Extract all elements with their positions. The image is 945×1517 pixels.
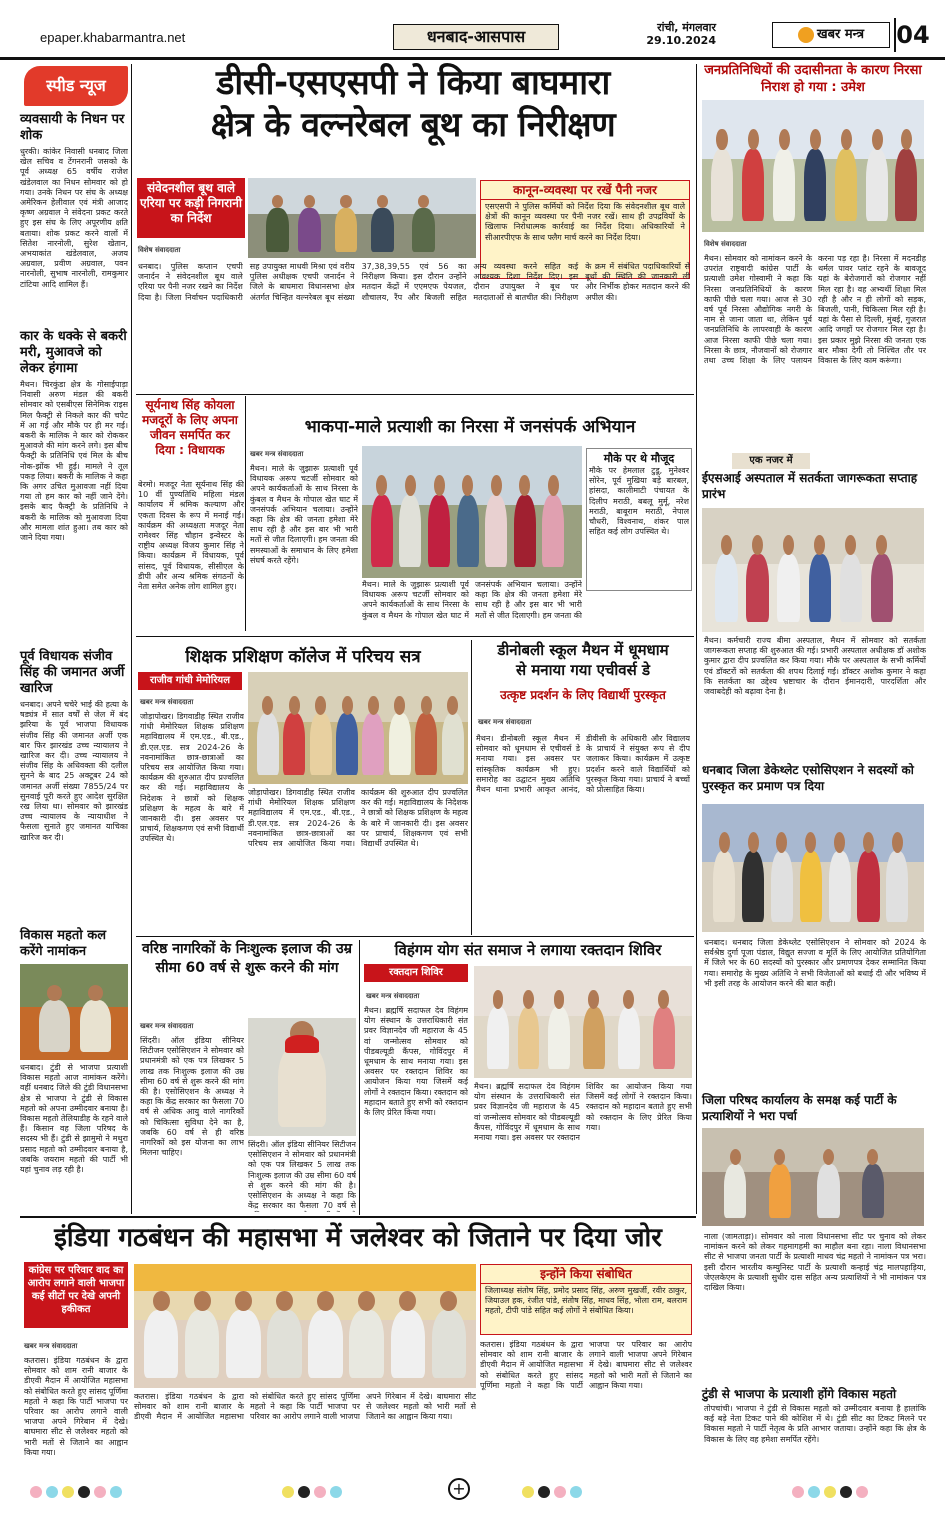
section-rule [136,636,694,637]
surya-headline: सूर्यनाथ सिंह कोयला मजदूरों के लिए अपना जीवन समर्पित कर दिया : विधायक [142,398,238,457]
photo-senior-citizen [248,1018,356,1136]
column-rule [359,940,360,1215]
india-subhead: इन्होंने किया संबोधित [481,1265,691,1284]
vihangam-headline: विहंगम योग संत समाज ने लगाया रक्तदान शिविर [394,941,662,959]
vihangam-byline: खबर मन्त्र संवाददाता [366,992,420,1000]
rally-banner [134,1264,476,1291]
bhakpa-side-title: मौके पर थे मौजूद [603,452,675,465]
color-registration-mid-left [280,1483,344,1503]
photo-campaign [362,446,582,578]
speed-item-body: धुरकी। कांकेर निवासी धनबाद जिला खेल सचिव व टेंगनरानी जसको के पूर्व अध्यक्ष 65 वर्षीय राजेश खंडेलवाल का निधन सोमवार को हो गया। उनके निधन पर संघ के अध्यक्ष अमेरिकन हेलीवाल एवं मंत्री आजाद कृष्ण अग्रवाल ने संवेदना प्रकट करते हुए इस संघ के लिए अपूरणीय क्षति बताया। शोक प्रकट करने वालों में सितेश नारनोली, सुरेश खेतान, अभयाकांत खंडेलवाल, अजय अग्रवाल, प्रवीण अग्रवाल, पवन नारनोली, सुभाष नारनोली, रामकुमार टांटिया आदि शामिल हैं। [20,147,128,289]
tundi-headline: टुंडी से भाजपा के प्रत्याशी होंगे विकास महतो [702,1387,897,1401]
bhakpa-headline: भाकपा-माले प्रत्याशी का निरसा में जनसंपर्क अभियान [304,417,636,437]
varishth-body: सिंदरी। ऑल इंडिया सीनियर सिटीजन एसोसिएशन ने सोमवार को प्रधानमंत्री को एक पत्र लिखकर 5 लाख तक निःशुल्क इलाज की उम्र सीमा 60 वर्ष से शुरू करने की मांग की है। एसोसिएशन के अध्यक्ष ने कहा कि केंद्र सरकार का फैसला 70 वर्ष से अधिक आयु वाले नागरिकों को चिकित्सा सुविधा देने का है, जबकि 60 वर्ष से ही वरिष्ठ नागरिकों को इस योजना का लाभ मिलना चाहिए। [140,1036,244,1158]
lead-kicker: संवेदनशील बूथ वाले एरिया पर कड़ी निगरानी का निर्देश [137,178,245,238]
registration-mark-icon: + [448,1478,470,1500]
turban-shape [285,1035,320,1054]
dinobali-headline-line: डीनोबली स्कूल मैथन में धूमधाम [497,641,669,659]
janpratinidhi-byline: विशेष संवाददाता [704,240,747,248]
masthead [0,0,945,60]
bhakpa-byline: खबर मन्त्र संवाददाता [250,450,304,458]
dinobali-byline: खबर मन्त्र संवाददाता [478,718,532,726]
ek-nazar-label [702,448,924,464]
photo-college-session [248,672,468,784]
bhakpa-body: मैथन। माले के जुझारू प्रत्याशी पूर्व विधायक अरूप चटर्जी सोमवार को अपने कार्यकर्ताओं के साथ निरसा के कुंबल व मैथन के गोपाल खेत घाट में जनसंपर्क अभियान चलाया। उन्होंने कहा कि क्षेत्र की जनता हमेशा मेरे साथ रही है और इस बार भी भारी मतों से जीत दिलाएगी। हम जनता की समस्याओं के समाधान के लिए हमेशा संघर्ष करते रहेंगे। [250,464,358,565]
column-rule [696,64,697,1214]
speed-item-body: धनबाद। अपने चचेरे भाई की हत्या के षड्यंत्र में सात वर्षों से जेल में बंद झरिया के पूर्व भाजपा विधायक संजीव सिंह की जमानत अर्जी एक बार फिर झारखंड उच्च न्यायालय ने खारिज कर दी। उच्च न्यायालय ने संजीव सिंह के अधिवक्ता की दलील सुनने के बाद 25 अक्टूबर 24 को जमानत अर्जी संख्या 7855/24 पर सुनवाई पूरी करते हुए आदेश सुरक्षित रख लिया था। सोमवार को झारखंड उच्च न्यायालय के न्यायाधीश ने फैसला सुनाते हुए जमानत याचिका खारिज कर दी। [20,700,128,842]
india-body-continued: कतरास। इंडिया गठबंधन के द्वारा सोमवार को शाम रानी बाजार के डीएवी मैदान में आयोजित महासभा को संबोधित करते हुए सांसद पूर्णिमा महतो ने कहा कि पार्टी भाजपा पर परिवार का आरोप लगाने वाली भाजपा अपने गिरेबान में देखे। बाघमारा सीट से जलेश्वर महतो को भारी मतों से जिताने का आह्वान किया गया। [134,1392,476,1422]
vihangam-kicker: रक्तदान शिविर [364,964,468,982]
section-rule [136,936,694,937]
photo-nomination-office [702,1128,924,1226]
speed-item-body: धनबाद। टुंडी से भाजपा प्रत्याशी विकास महतो आज नामांकन करेंगे। वहीं धनबाद जिले की टुंडी विधानसभा क्षेत्र से भाजपा ने टुंडी से विकास महतो को अपना उम्मीदवार बनाया है। विकास महतो तेलियाडीह के रहने वाले हैं। किसान वह जिला परिषद के सदस्य भी हैं। टुंडी से झामुमो ने मथुरा प्रसाद महतो को उम्मीदवार बनाया है, जबकि जयराम महतो की पार्टी भी यहां चुनाव लड़ रही है। [20,1063,128,1175]
india-kicker: कांग्रेस पर परिवार वाद का आरोप लगाने वाली भाजपा कई सीटों पर देखे अपनी हकीकत [24,1262,128,1328]
bhakpa-side [586,448,692,591]
lead-body: धनबाद। पुलिस कप्तान एचपी जनार्दन ने संवेदनशील बूथ वाले एरिया पर पैनी नजर रखने का निर्देश दिया है। जिला निर्वाचन पदाधिकारी सह उपायुक्त माधवी मिश्रा एवं वरीय पुलिस अधीक्षक एचपी जनार्दन ने जिले के बाघमारा विधानसभा क्षेत्र अंतर्गत चिन्हित वल्नरेबल बूथ संख्या 37,38,39,55 एवं 56 का निरीक्षण किया। इस दौरान उन्होंने मतदान केंद्रों में एएमएफ पेयजल, शौचालय, रैंप और बिजली सहित अन्य व्यवस्था करने सहित कई आवश्यक दिशा निर्देश दिए। इस दौरान उपायुक्त ने बूथ पर मतदाताओं से बातचीत की। निरीक्षण के क्रम में संबंधित पदाधिकारियों से बूथों की स्थिति की जानकारी ली और निर्भीक होकर मतदान करने की अपील की। [138,262,690,302]
decathlon-headline: धनबाद जिला डेकेथ्लेट एसोसिएशन ने सदस्यों को पुरस्कृत कर प्रमाण पत्र दिया [702,763,914,793]
photo-rally [134,1264,476,1388]
dinobali-subhead: उत्कृष्ट प्रदर्शन के लिए विद्यार्थी पुरस्कृत [500,688,666,702]
brand-name: खबर मन्त्र [816,27,865,42]
vihangam-body: मैथन। ब्रह्मर्षि सदाफल देव विहंगम योग संस्थान के उत्तराधिकारी संत प्रवर विज्ञानदेव जी महाराज के 45 वां जन्मोत्सव सोमवार को पीडबल्यूडी कैंपस, गोविंदपुर में धूमधाम के साथ मनाया गया। इस अवसर पर रक्तदान शिविर का आयोजन किया गया जिसमें कई लोगों ने रक्तदान किया। रक्तदान को महादान बताते हुए सभी को रक्तदान के लिए प्रेरित किया गया। [364,1006,468,1118]
india-headline: इंडिया गठबंधन की महासभा में जलेश्वर को जिताने पर दिया जोर [54,1223,662,1253]
shikshak-kicker: राजीव गांधी मेमोरियल [138,672,242,690]
column-rule [471,640,472,935]
color-registration-right [790,1483,870,1503]
speed-news-logo: स्पीड न्यूज [24,66,128,106]
tundi-body: तोपचांची। भाजपा ने टुंडी से विकास महतो को उम्मीदवार बनाया है हालांकि कई बड़े नेता टिकट पाने की कोशिश में थे। टुंडी सीट का टिकट मिलने पर विकास महतो ने पार्टी नेतृत्व के प्रति आभार जताया। उन्होंने कहा कि क्षेत्र के विकास के लिए वह हमेशा समर्पित रहेंगे। [704,1404,926,1444]
shikshak-headline: शिक्षक प्रशिक्षण कॉलेज में परिचय सत्र [185,647,421,667]
lead-headline-line: डीसी-एसएसपी ने किया बाघमारा [216,63,610,103]
page-number: 04 [894,18,930,52]
zila-headline: जिला परिषद कार्यालय के समक्ष कई पार्टी के प्रत्याशियों ने भरा पर्चा [702,1093,897,1123]
varishth-body-continued: सिंदरी। ऑल इंडिया सीनियर सिटीजन एसोसिएशन ने सोमवार को प्रधानमंत्री को एक पत्र लिखकर 5 लाख तक निःशुल्क इलाज की उम्र सीमा 60 वर्ष से शुरू करने की मांग की है। एसोसिएशन के अध्यक्ष ने कहा कि केंद्र सरकार का फैसला 70 वर्ष से [248,1140,356,1211]
surya-body: बेरमो। मजदूर नेता सूर्यनाथ सिंह की 10 वीं पुण्यतिथि महिला मंडल कार्यालय में श्रमिक कल्याण और एकता दिवस के रूप में मनाई गई। कार्यक्रम की अध्यक्षता मजदूर नेता रामेश्वर सिंह चौहान इन्वेस्टर के राष्ट्रीय अध्यक्ष विजय कुमार सिंह ने किया। कार्यक्रम में विधायक, पूर्व सांसद, पूर्व विधायक, सीसीएल के डीपी और अन्य श्रमिक संगठनों के नेता समेत अनेक लोग शामिल हुए। [138,480,244,592]
india-box [480,1264,692,1335]
shikshak-body-continued: जोड़ापोखर। डिगवाडीह स्थित राजीव गांधी मेमोरियल शिक्षक प्रशिक्षण महाविद्यालय में एम.एड., बी.एड., डी.एल.एड. सत्र 2024-26 के नवनामांकित छात्र-छात्राओं का परिचय सत्र आयोजित किया गया। कार्यक्रम की शुरुआत दीप प्रज्वलित कर की गई। महाविद्यालय के निदेशक ने छात्रों को शिक्षक प्रशिक्षण के महत्व के बारे में जानकारी दी। इस अवसर पर प्राचार्य, शिक्षकगण एवं सभी विद्यार्थी उपस्थित थे। [248,788,468,849]
ek-nazar-tag: एक नजर में [732,453,810,469]
janpratinidhi-body: मैथन। सोमवार को नामांकन करने के उपरांत राष्ट्रवादी कांग्रेस पार्टी के प्रत्याशी उमेश गोस्वामी ने कहा कि निरसा जनप्रतिनिधियों के कारण काफी पीछे चला गया। आज से 30 वर्ष पूर्व निरसा औद्योगिक नगरी के नाम से जाना जाता था, लेकिन पूर्व जनप्रतिनिधि के लापरवाही के कारण आज निरसा काफी पीछे चला गया। निरसा के छात्र, नौजवानों को रोजगार तथा उच्च शिक्षा के लिए पलायन करना पड़ रहा है। निरसा में मदनडीह थर्मल पावर प्लांट रहने के बावजूद यहां के बेरोजगारों को रोजगार नहीं मिल रहा है। वह अभ्यर्थी शिक्षा मिल रही है और न ही लोगों को सड़क, बिजली, पानी, चिकित्सा मिल रही है। यहां के पैसा से दिल्ली, मुंबई, गुजरात आदि जगहों पर रोजगार मिल रहा है। इस प्रकार मुझे निरसा की जनता एक बार मौका देगी तो निश्चित तौर पर विकास के लिए काम करूंगा। [704,254,926,366]
photo-nomination [702,100,924,232]
varishth-byline: खबर मन्त्र संवाददाता [140,1022,194,1030]
bhakpa-body-continued: मैथन। माले के जुझारू प्रत्याशी पूर्व विधायक अरूप चटर्जी सोमवार को अपने कार्यकर्ताओं के साथ निरसा के कुंबल व मैथन के गोपाल खेत घाट में जनसंपर्क अभियान चलाया। उन्होंने कहा कि क्षेत्र की जनता हमेशा मेरे साथ रही है और इस बार भी भारी मतों से जीत दिलाएगी। हम जनता की [362,580,582,620]
shikshak-byline: खबर मन्त्र संवाददाता [140,698,194,706]
esic-body: मैथन। कर्मचारी राज्य बीमा अस्पताल, मैथन में सोमवार को सतर्कता जागरूकता सप्ताह की शुरुआत की गई। प्रभारी अस्पताल अधीक्षक डॉ अशोक कुमार द्वारा दीप प्रज्वलित कर किया गया। मौके पर अस्पताल के सभी कर्मियों एवं डॉक्टरों को सतर्कता की शपथ दिलाई गई। डॉक्टर अशोक कुमार ने कहा कि सतर्कता का उद्देश्य भ्रष्टाचार के दौरान ईमानदारी, पारदर्शिता और जवाबदेही को बढ़ावा देना है। [704,636,926,697]
section-rule [136,394,694,395]
speed-item-title: पूर्व विधायक संजीव सिंह की जमानत अर्जी खारिज [20,649,125,696]
india-box-text: जिलाध्यक्ष संतोष सिंह, प्रमोद प्रसाद सिंह, अरुण मुखर्जी, रवीर ठाकुर, जियाउल हक, रंजीत पांडे, संतोष सिंह, माधव सिंह, भोला राम, बलराम महतो, टीपी पांडे सहित कई लोगों ने संबोधित किया। [485,1286,687,1316]
photo-blood-donation [474,966,692,1078]
photo-booth-inspection [248,178,476,258]
lead-box-text: एसएसपी ने पुलिस कर्मियों को निर्देश दिया कि संवेदनशील बूथ वाले क्षेत्रों की कानून व्यवस्था पर पैनी नजर रखें। साथ ही उपद्रवियों के खिलाफ निरोधात्मक कार्रवाई का निर्देश दिया। अधिकारियों ने सीआरपीएफ के साथ फ्लैग मार्च करने का निर्देश दिया। [485,202,685,242]
speed-item-title: कार के धक्के से बकरी मरी, मुआवजे को लेकर हंगामा [20,329,127,376]
decathlon-body: धनबाद। धनबाद जिला डेकेथ्लेट एसोसिएशन ने सोमवार को 2024 के सर्वश्रेष्ठ दुर्गा पूजा पंडाल, विद्युत सज्जा व मूर्ति के लिए आयोजित प्रतियोगिता में जिले भर के 60 सदस्यों को पुरस्कार और प्रमाणपत्र देकर सम्मानित किया गया। समारोह के मुख्य अतिथि ने सभी विजेताओं को बधाई दी और भविष्य में भी इसी तरह के आयोजन करने की बात कही। [704,938,926,988]
lead-headline-line: क्षेत्र के वल्नरेबल बूथ का निरीक्षण [210,105,616,145]
section-rule [20,1216,696,1218]
india-body-right: कतरास। इंडिया गठबंधन के द्वारा सोमवार को शाम रानी बाजार के डीएवी मैदान में आयोजित महासभा को संबोधित करते हुए सांसद पूर्णिमा महतो ने कहा कि पार्टी भाजपा पर परिवार का आरोप लगाने वाली भाजपा अपने गिरेबान में देखे। बाघमारा सीट से जलेश्वर महतो को भारी मतों से जिताने का आह्वान किया गया। [480,1340,692,1390]
column-rule [131,64,132,1214]
photo-award-ceremony [702,804,924,932]
brand-logo [772,22,890,48]
esic-headline: ईएसआई अस्पताल में सतर्कता जागरूकता सप्ताह प्रारंभ [702,471,918,501]
speed-item-title: विकास महतो कल करेंगे नामांकन [20,928,107,959]
site-url[interactable]: epaper.khabarmantra.net [40,30,186,45]
dinobali-body: मैथन। डीनोबली स्कूल मैथन में सोमवार को धूमधाम से एचीवर्स डे मनाया गया। इस अवसर पर सांस्कृतिक कार्यक्रम भी हुए। समारोह का उद्घाटन मुख्य अतिथि मैथन थाना प्रभारी आकृत आनंद, डीवीसी के अधिकारी और विद्यालय के प्राचार्य ने संयुक्त रूप से दीप जलाकर किया। कार्यक्रम में उत्कृष्ट प्रदर्शन करने वाले विद्यार्थियों को पुरस्कृत किया गया। प्राचार्य ने बच्चों को प्रोत्साहित किया। [476,734,690,795]
color-registration-left [28,1483,124,1503]
vihangam-body-continued: मैथन। ब्रह्मर्षि सदाफल देव विहंगम योग संस्थान के उत्तराधिकारी संत प्रवर विज्ञानदेव जी महाराज के 45 वां जन्मोत्सव सोमवार को पीडबल्यूडी कैंपस, गोविंदपुर में धूमधाम के साथ मनाया गया। इस अवसर पर रक्तदान शिविर का आयोजन किया गया जिसमें कई लोगों ने रक्तदान किया। रक्तदान को महादान बताते हुए सभी को रक्तदान के लिए प्रेरित किया गया। [474,1082,692,1143]
speed-news-column [20,112,128,1255]
brand-icon [798,27,814,43]
lead-byline: विशेष संवाददाता [138,246,181,254]
lead-headline [136,62,690,146]
photo-vikas-mahto [20,964,128,1060]
shikshak-body: जोड़ापोखर। डिगवाडीह स्थित राजीव गांधी मेमोरियल शिक्षक प्रशिक्षण महाविद्यालय में एम.एड., बी.एड., डी.एल.एड. सत्र 2024-26 के नवनामांकित छात्र-छात्राओं का परिचय सत्र आयोजित किया गया। कार्यक्रम की शुरुआत दीप प्रज्वलित कर की गई। महाविद्यालय के निदेशक ने छात्रों को शिक्षक प्रशिक्षण के महत्व के बारे में जानकारी दी। इस अवसर पर प्राचार्य, शिक्षकगण एवं सभी विद्यार्थी उपस्थित थे। [140,712,244,844]
section-title: धनबाद-आसपास [393,24,559,50]
column-rule [245,396,246,631]
bhakpa-side-body: मौके पर हेमलाल टुडू, मुनेश्वर सोरेन, पूर्व मुखिया बड़े बारबल, हांसदा, कालीमाटी पंचायत के दिलीप मराठी, बबलू मुर्मू, नरेश मराठी, बाबूराम मराठी, नेपाल चौधरी, विश्वनाथ, शंकर पाल सहित कई लोग उपस्थित थे। [589,466,689,537]
dateline [616,21,716,47]
varishth-headline: वरिष्ठ नागरिकों के निःशुल्क इलाज की उम्र सीमा 60 वर्ष से शुरू करने की मांग [142,941,352,976]
speed-item-title: व्यवसायी के निधन पर शोक [20,112,125,143]
issue-date: 29.10.2024 [646,34,716,47]
color-registration-mid-right [520,1483,584,1503]
lead-subhead: कानून-व्यवस्था पर रखें पैनी नजर [481,181,689,200]
india-body: कतरास। इंडिया गठबंधन के द्वारा सोमवार को शाम रानी बाजार के डीएवी मैदान में आयोजित महासभा को संबोधित करते हुए सांसद पूर्णिमा महतो ने कहा कि पार्टी भाजपा पर परिवार का आरोप लगाने वाली भाजपा अपने गिरेबान में देखे। बाघमारा सीट से जलेश्वर महतो को भारी मतों से जिताने का आह्वान किया गया। [24,1356,128,1457]
janpratinidhi-headline: जनप्रतिनिधियों की उदासीनता के कारण निरसा निराश हो गया : उमेश [704,63,922,95]
dinobali-headline-line: से मनाया गया एचीवर्स डे [515,661,651,679]
speed-item-body: मैथन। चिरकुंडा क्षेत्र के गोसाईपाड़ा निवासी अरुण मंडल की बकरी सोमवार को एसबीएस सिनेमिक राइस मिल फैक्ट्री से निकले कार की चपेट में आ गई और मौके पर ही मर गई। बकरी के मालिक ने कार को रोककर मुआवजे की मांग करने लगे। इस बीच फैक्ट्री के प्रतिनिधि एवं मिल के बीच नोक-झोंक भी हुई। मामले ने तूल पकड़ लिया। बकरी के मालिक ने कहा कि अगर उचित मुआवजा नहीं दिया गया तो हम कार को नहीं जाने देंगे। इसके बाद फैक्ट्री के प्रतिनिधि ने बकरी के मालिक को मुआवजा दिया और मामला शांत हुआ। तब कार को जाने दिया गया। [20,380,128,543]
city-day: रांची, मंगलवार [657,21,716,34]
photo-vigilance-pledge [702,508,924,632]
dinobali-headline [476,640,690,680]
zila-body: नाला (जामताड़ा)। सोमवार को नाला विधानसभा सीट पर चुनाव को लेकर नामांकन करने को लेकर गहमागहमी का माहौल बना रहा। नाला विधानसभा सीट से भाजपा जनता पार्टी के प्रत्याशी माधव चंद्र महतो ने नामांकन पत्र भरा। इसी दौरान भारतीय कम्युनिस्ट पार्टी के प्रत्याशी कन्हाई चंद्र मालपहाड़िया, जेएलकेएम के प्रत्याशी सुधीर दास सहित अन्य प्रत्याशियों ने भी नामांकन पत्र दाखिल किया। [704,1232,926,1293]
india-byline: खबर मन्त्र संवाददाता [24,1342,78,1350]
